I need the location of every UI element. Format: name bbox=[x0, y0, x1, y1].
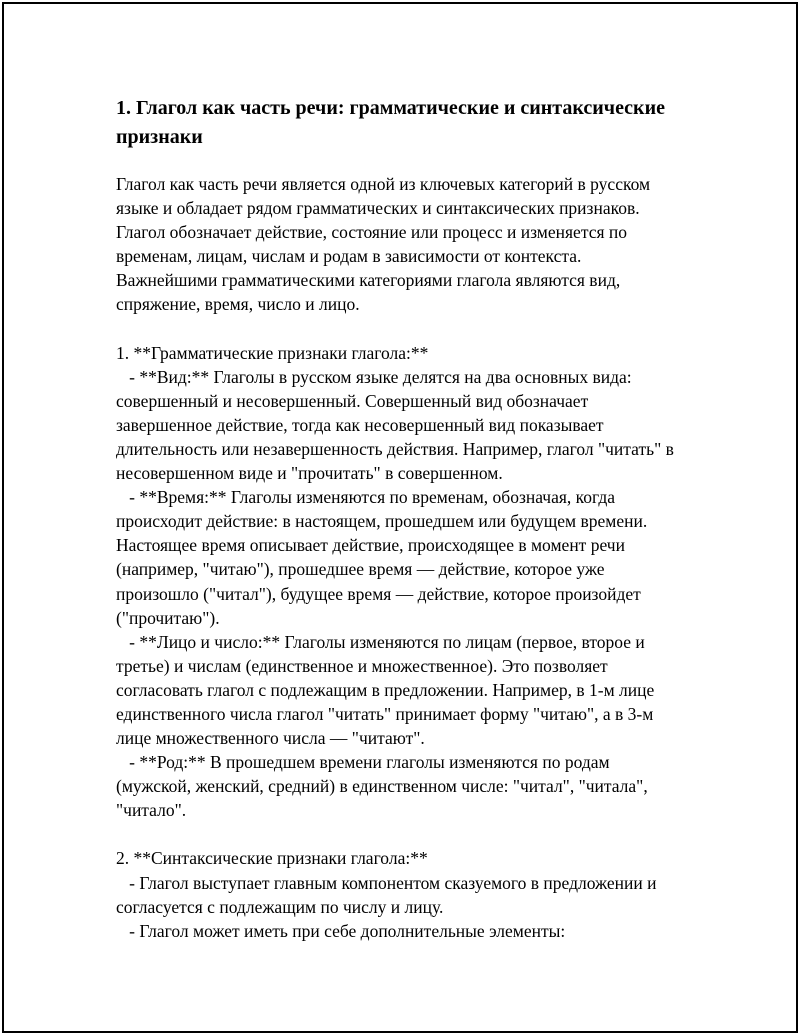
person-number-item: - **Лицо и число:** Глаголы изменяются по лицам (первое, второе и третье) и числам (единственное и множественное). Это позволяет согласовать глагол с подлежащим в предложении. Например, в 1-м лице единственного числа глагол "читать" принимает форму "читаю", а в 3-м лице множественного числа — "читают". bbox=[116, 631, 659, 749]
paragraph-gap bbox=[116, 317, 686, 341]
dependents-item: - Глагол может иметь при себе дополнительные элементы: bbox=[116, 920, 566, 941]
gender-item: - **Род:** В прошедшем времени глаголы изменяются по родам (мужской, женский, средний) в единственном числе: "читал", "читала", "читало". bbox=[116, 752, 653, 821]
predicate-item: - Глагол выступает главным компонентом сказуемого в предложении и согласуется с подлежащим по числу и лицу. bbox=[116, 872, 661, 917]
syntactic-features-heading: 2. **Синтаксические признаки глагола:** bbox=[116, 848, 428, 869]
tense-item: - **Время:** Глаголы изменяются по временам, обозначая, когда происходит действие: в настоящем, прошедшем или будущем времени. Настоящее время описывает действие, происходящее в момент речи (например, "читаю"), прошедшее время — действие, которое уже произошло ("читал"), будущее время — действие, которое произойдет ("прочитаю"). bbox=[116, 487, 652, 628]
grammatical-features-heading: 1. **Грамматические признаки глагола:** bbox=[116, 342, 429, 363]
intro-paragraph: Глагол как часть речи является одной из ключевых категорий в русском языке и обладает рядом грамматических и синтаксических признаков. Глагол обозначает действие, состояние или процесс и изменяется по временам, лицам, числам и родам в зависимости от контекста. Важнейшими грамматическими категориями глагола являются вид, спряжение, время, число и лицо. bbox=[116, 174, 655, 315]
paragraph-gap bbox=[116, 822, 686, 846]
aspect-item: - **Вид:** Глаголы в русском языке делятся на два основных вида: совершенный и несовершенный. Совершенный вид обозначает завершенное действие, тогда как несовершенный вид показывает длительность или незавершенность действия. Например, глагол "читать" в несовершенном виде и "прочитать" в совершенном. bbox=[116, 366, 679, 484]
section-title: 1. Глагол как часть речи: грамматические и синтаксические признаки bbox=[116, 97, 665, 148]
document-body bbox=[116, 94, 686, 943]
